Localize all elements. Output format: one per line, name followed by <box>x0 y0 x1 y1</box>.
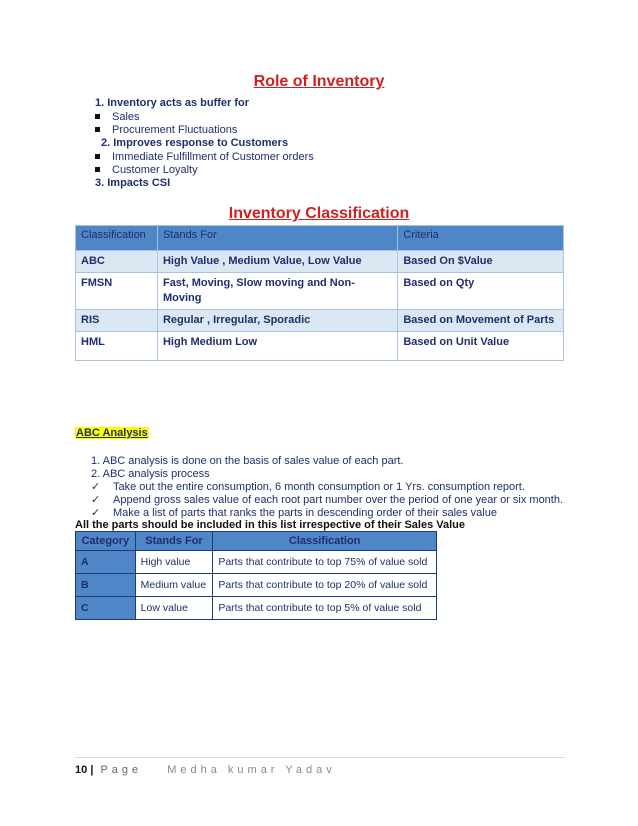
cell-criteria: Based on Movement of Parts <box>398 310 564 332</box>
cell-classification: Parts that contribute to top 5% of value sold <box>213 597 437 620</box>
abc-note: All the parts should be included in this list irrespective of their Sales Value <box>75 519 465 531</box>
abc-list-item: 1. ABC analysis is done on the basis of sales value of each part. <box>91 455 404 467</box>
role-item-1-bullet: Sales <box>95 111 140 124</box>
page-number: 10 <box>75 764 88 776</box>
header-stands-for: Stands For <box>135 532 213 551</box>
footer-divider <box>75 757 565 758</box>
cell-criteria: Based On $Value <box>398 251 564 273</box>
table-row <box>76 273 564 310</box>
abc-list-item: 2. ABC analysis process <box>91 468 210 480</box>
checkmark-icon: ✓ <box>91 481 101 493</box>
classification-title: Inventory Classification <box>228 205 410 222</box>
table-row <box>76 551 437 574</box>
role-item-2-bullet: Immediate Fulfillment of Customer orders <box>95 151 314 164</box>
author-name: Medha kumar Yadav <box>167 764 336 776</box>
page-label: Page <box>100 764 143 776</box>
abc-check-item: ✓ Append gross sales value of each root part number over the period of one year or six month. <box>91 494 564 506</box>
table-header-row <box>76 226 564 251</box>
abc-heading: ABC Analysis <box>76 427 148 439</box>
cell-category: B <box>76 574 136 597</box>
classification-table <box>75 225 564 361</box>
role-item-2: 2. Improves response to Customers <box>101 137 289 149</box>
cell-classification: Parts that contribute to top 20% of value sold <box>213 574 437 597</box>
cell-stands-for: Regular , Irregular, Sporadic <box>157 310 397 332</box>
cell-stands-for: High Medium Low <box>157 332 397 361</box>
cell-classification: Parts that contribute to top 75% of value sold <box>213 551 437 574</box>
footer <box>75 764 336 776</box>
cell-stands-for: High Value , Medium Value, Low Value <box>157 251 397 273</box>
cell-classification: ABC <box>76 251 158 273</box>
cell-stands-for: Low value <box>135 597 213 620</box>
header-stands-for: Stands For <box>157 226 397 251</box>
role-item-2-bullet: Customer Loyalty <box>95 164 198 177</box>
cell-criteria: Based on Qty <box>398 273 564 310</box>
role-item-1-bullet: Procurement Fluctuations <box>95 124 237 137</box>
role-title: Role of Inventory <box>253 73 385 90</box>
checkmark-icon: ✓ <box>91 494 101 506</box>
cell-category: A <box>76 551 136 574</box>
table-row <box>76 332 564 361</box>
abc-table <box>75 531 437 620</box>
cell-classification: RIS <box>76 310 158 332</box>
table-row <box>76 597 437 620</box>
abc-check-item: ✓ Take out the entire consumption, 6 month consumption or 1 Yrs. consumption report. <box>91 481 525 493</box>
header-classification: Classification <box>76 226 158 251</box>
cell-criteria: Based on Unit Value <box>398 332 564 361</box>
cell-classification: HML <box>76 332 158 361</box>
role-item-3: 3. Impacts CSI <box>95 177 171 189</box>
table-header-row <box>76 532 437 551</box>
table-row <box>76 574 437 597</box>
cell-stands-for: High value <box>135 551 213 574</box>
table-row <box>76 251 564 273</box>
cell-category: C <box>76 597 136 620</box>
header-category: Category <box>76 532 136 551</box>
role-item-1: 1. Inventory acts as buffer for <box>95 97 250 109</box>
abc-check-item: ✓ Make a list of parts that ranks the parts in descending order of their sales value <box>91 507 497 519</box>
cell-stands-for: Fast, Moving, Slow moving and Non-Moving <box>157 273 397 310</box>
footer-separator: | <box>90 764 94 776</box>
header-criteria: Criteria <box>398 226 564 251</box>
cell-stands-for: Medium value <box>135 574 213 597</box>
cell-classification: FMSN <box>76 273 158 310</box>
checkmark-icon: ✓ <box>91 507 101 519</box>
table-row <box>76 310 564 332</box>
header-classification: Classification <box>213 532 437 551</box>
